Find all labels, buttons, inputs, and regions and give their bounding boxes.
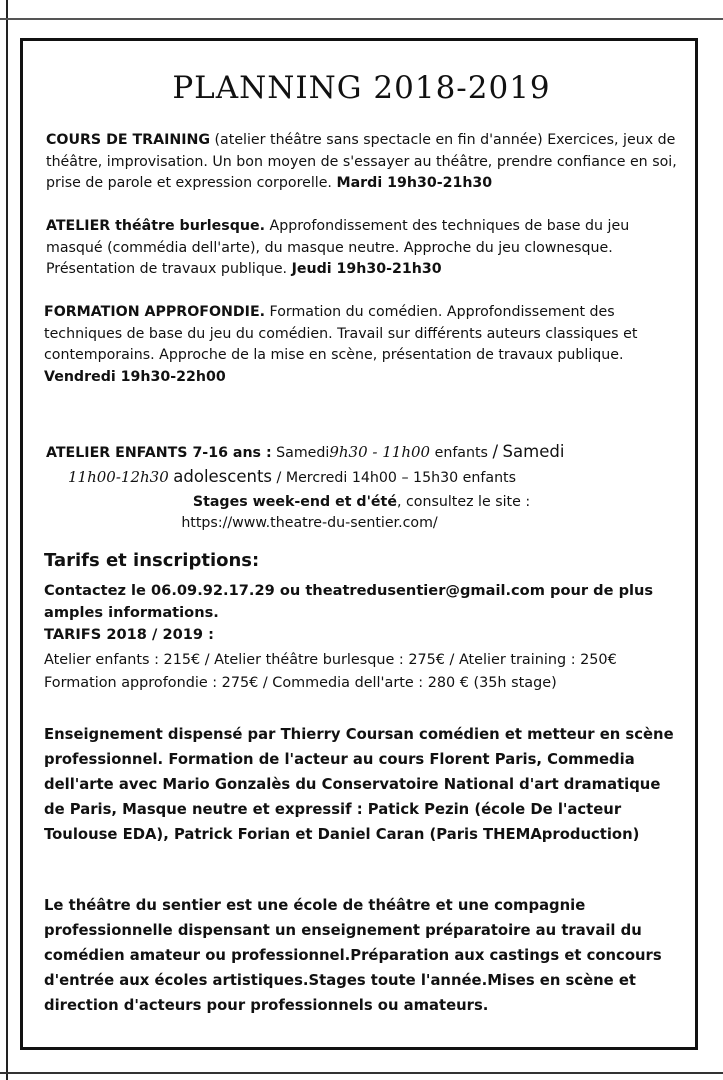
training-schedule: Mardi 19h30-21h30 xyxy=(336,175,493,191)
page-title: PLANNING 2018-2019 xyxy=(172,70,551,106)
tarifs-line-2: Formation approfondie : 275€ / Commedia dell'arte : 280 € (35h stage) xyxy=(44,675,557,691)
formation-label: FORMATION APPROFONDIE. xyxy=(44,304,266,320)
enfants-sep: / xyxy=(492,442,499,461)
enfants-line-2 xyxy=(68,466,628,489)
enfants-group2: adolescents xyxy=(173,467,273,486)
contact-info: Contactez le 06.09.92.17.29 ou theatredusentier@gmail.com pour de plus amples informations. xyxy=(44,582,654,621)
scan-top-edge xyxy=(0,18,723,20)
burlesque-text: Approfondissement des techniques de base du jeu masqué (commédia dell'arte), du masque neutre. Approche du jeu clownesque. Présentation de travaux publique. xyxy=(46,218,630,277)
training-section xyxy=(46,130,678,195)
burlesque-schedule: Jeudi 19h30-21h30 xyxy=(291,261,442,277)
enfants-group1: enfants xyxy=(434,445,488,461)
formation-text: Formation du comédien. Approfondissement des techniques de base du jeu du comédien. Travail sur différents auteurs classiques et contemporains. Approche de la mise en scène, présentation de travaux publique. xyxy=(44,304,638,363)
scan-left-edge xyxy=(0,0,8,1080)
training-text: (atelier théâtre sans spectacle en fin d'année) Exercices, jeux de théâtre, improvisation. Un bon moyen de s'essayer au théâtre, prendre confiance en soi, prise de parole et expression corporelle. xyxy=(46,132,677,191)
formation-section xyxy=(44,302,684,388)
enfants-time1: 9h30 - 11h00 xyxy=(329,443,431,461)
tarifs-label: TARIFS 2018 / 2019 : xyxy=(44,626,214,643)
burlesque-label: ATELIER théâtre burlesque. xyxy=(46,218,265,234)
scan-bottom-edge xyxy=(0,1072,723,1074)
enfants-day2: Samedi xyxy=(502,442,565,461)
stages-text: , consultez le site : xyxy=(396,494,531,510)
enfants-rest: / Mercredi 14h00 – 15h30 enfants xyxy=(276,470,517,486)
tarifs-heading: Tarifs et inscriptions: xyxy=(44,550,260,571)
formation-schedule: Vendredi 19h30-22h00 xyxy=(44,368,226,385)
enfants-day1: Samedi xyxy=(276,445,330,461)
training-label: COURS DE TRAINING xyxy=(46,132,211,148)
site-url[interactable]: https://www.theatre-du-sentier.com/ xyxy=(181,515,438,531)
burlesque-section xyxy=(46,216,678,281)
stages-line xyxy=(0,494,723,510)
enfants-label: ATELIER ENFANTS 7-16 ans : xyxy=(46,445,272,461)
enfants-time2: 11h00-12h30 xyxy=(68,468,169,486)
tarifs-line-1: Atelier enfants : 215€ / Atelier théâtre burlesque : 275€ / Atelier training : 250€ xyxy=(44,652,617,668)
enfants-line-1 xyxy=(46,441,606,464)
stages-label: Stages week-end et d'été xyxy=(192,494,397,510)
description-paragraph: Le théâtre du sentier est une école de théâtre et une compagnie professionnelle dispensant un enseignement préparatoire au travail du comédien amateur ou professionnel.Préparation aux castings et concours d'entrée aux écoles artistiques.Stages toute l'année.Mises en scène et direction d'acteurs pour professionnels ou amateurs. xyxy=(44,897,662,1014)
enseignement-paragraph: Enseignement dispensé par Thierry Coursan comédien et metteur en scène professionnel. Formation de l'acteur au cours Florent Paris, Commedia dell'arte avec Mario Gonzalès du Conservatoire National d'art dramatique de Paris, Masque neutre et expressif : Patick Pezin (école De l'acteur Toulouse EDA), Patrick Forian et Daniel Caran (Paris THEMAproduction) xyxy=(44,726,674,843)
